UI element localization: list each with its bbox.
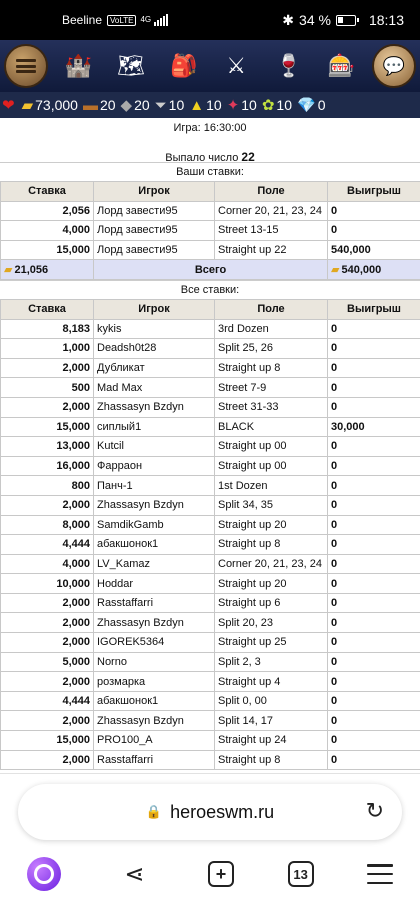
share-icon[interactable]: ⋖ xyxy=(124,860,145,888)
total-bet xyxy=(1,260,94,280)
new-tab-icon[interactable]: + xyxy=(208,861,234,887)
winning-number-value: 22 xyxy=(241,150,255,164)
win-amount: 0 xyxy=(328,378,420,398)
bet-field: Street 31-33 xyxy=(215,397,328,417)
bet-field: Straight up 8 xyxy=(215,535,328,555)
bet-field: Straight up 22 xyxy=(215,240,328,260)
lock-icon: 🔒 xyxy=(145,804,163,819)
menu-icon[interactable] xyxy=(4,44,48,88)
win-amount: 0 xyxy=(328,515,420,535)
bet-row xyxy=(1,319,420,339)
my-bets-table xyxy=(0,181,420,280)
wood-icon: ▬ xyxy=(82,96,98,114)
player-name: Лорд завести95 xyxy=(94,201,215,221)
bet-amount: 15,000 xyxy=(1,240,94,260)
all-bets-table xyxy=(0,299,420,770)
win-amount: 0 xyxy=(328,437,420,457)
player-name: Лорд завести95 xyxy=(94,221,215,241)
bet-row xyxy=(1,397,420,417)
win-amount: 30,000 xyxy=(328,417,420,437)
player-name: Дубликат xyxy=(94,358,215,378)
player-name: Панч-1 xyxy=(94,476,215,496)
win-amount: 0 xyxy=(328,711,420,731)
player-name: Фарраон xyxy=(94,456,215,476)
bet-field: Split 14, 17 xyxy=(215,711,328,731)
player-name: LV_Kamaz xyxy=(94,554,215,574)
roulette-icon[interactable]: 🎰 xyxy=(327,53,356,78)
gold-icon: ▰ xyxy=(4,264,13,277)
player-name: абакшонок1 xyxy=(94,691,215,711)
status-bar xyxy=(0,0,420,40)
column-header: Игрок xyxy=(94,299,215,319)
bet-amount: 8,183 xyxy=(1,319,94,339)
resource-bar xyxy=(0,92,420,118)
win-amount: 0 xyxy=(328,613,420,633)
bet-row xyxy=(1,554,420,574)
bet-amount: 4,444 xyxy=(1,691,94,711)
bet-field: Straight up 00 xyxy=(215,437,328,457)
bet-row xyxy=(1,731,420,751)
bet-field: Split 2, 3 xyxy=(215,652,328,672)
bet-row xyxy=(1,339,420,359)
bet-field: Straight up 4 xyxy=(215,672,328,692)
reload-icon[interactable]: ↻ xyxy=(365,798,384,823)
bet-field: Split 34, 35 xyxy=(215,495,328,515)
bet-amount: 2,000 xyxy=(1,358,94,378)
bet-amount: 1,000 xyxy=(1,339,94,359)
win-amount: 0 xyxy=(328,358,420,378)
bet-row xyxy=(1,750,420,770)
bet-amount: 2,056 xyxy=(1,201,94,221)
battery-icon xyxy=(336,15,356,26)
bet-row xyxy=(1,417,420,437)
gold-icon: ▰ xyxy=(21,96,34,114)
bet-row xyxy=(1,672,420,692)
win-amount: 0 xyxy=(328,397,420,417)
bet-amount: 2,000 xyxy=(1,593,94,613)
heart-icon: ❤ xyxy=(2,96,15,114)
gold-icon: ▰ xyxy=(331,264,340,277)
player-name: Лорд завести95 xyxy=(94,240,215,260)
browser-bar xyxy=(0,773,420,849)
bet-amount: 15,000 xyxy=(1,417,94,437)
browser-nav xyxy=(0,849,420,899)
my-bets-title: Ваши ставки: xyxy=(0,162,420,181)
battery-percent: 34 % xyxy=(299,12,331,28)
bet-field: Straight up 24 xyxy=(215,731,328,751)
win-amount: 0 xyxy=(328,731,420,751)
resource-sulfur: ▲ 10 xyxy=(189,96,222,114)
winning-number: Выпало число 22 xyxy=(165,150,255,164)
bet-field: Straight up 20 xyxy=(215,574,328,594)
player-name: Rasstaffarri xyxy=(94,593,215,613)
win-amount: 0 xyxy=(328,495,420,515)
resource-gold: ▰ 73,000 xyxy=(21,96,78,114)
player-name: Kutcil xyxy=(94,437,215,457)
bet-row xyxy=(1,476,420,496)
column-header: Игрок xyxy=(94,182,215,202)
bet-row xyxy=(1,221,420,241)
total-win xyxy=(328,260,420,280)
total-bet-value: 21,056 xyxy=(14,264,49,277)
bet-row xyxy=(1,711,420,731)
bet-row xyxy=(1,515,420,535)
player-name: абакшонок1 xyxy=(94,535,215,555)
bet-amount: 5,000 xyxy=(1,652,94,672)
player-name: Zhassasyn Bzdyn xyxy=(94,495,215,515)
network-type: 4G xyxy=(140,15,152,24)
resource-health xyxy=(2,98,17,113)
resource-wood: ▬ 20 xyxy=(82,96,116,114)
bet-amount: 2,000 xyxy=(1,750,94,770)
player-name: Zhassasyn Bzdyn xyxy=(94,711,215,731)
bet-field: Straight up 00 xyxy=(215,456,328,476)
win-amount: 540,000 xyxy=(328,240,420,260)
column-header: Выигрыш xyxy=(328,182,420,202)
column-header: Поле xyxy=(215,299,328,319)
chat-icon[interactable]: 💬 xyxy=(372,44,416,88)
url-text: heroeswm.ru xyxy=(170,801,275,822)
sulfur-icon: ▲ xyxy=(189,96,205,114)
win-amount: 0 xyxy=(328,554,420,574)
ore-icon: ◆ xyxy=(120,96,133,114)
resource-mercury: ⏷ 10 xyxy=(154,96,185,114)
bet-field: Straight up 6 xyxy=(215,593,328,613)
total-row xyxy=(1,260,420,280)
bet-field: Straight up 25 xyxy=(215,633,328,653)
bet-field: Straight up 8 xyxy=(215,358,328,378)
carrier-name: Beeline xyxy=(62,13,103,27)
inventory-icon[interactable]: 🎒 xyxy=(169,53,198,78)
bet-amount: 15,000 xyxy=(1,731,94,751)
clock: 18:13 xyxy=(368,12,404,28)
player-name: Norno xyxy=(94,652,215,672)
castle-icon[interactable]: 🏰 xyxy=(64,53,93,78)
bet-row xyxy=(1,633,420,653)
alice-assistant-icon[interactable] xyxy=(27,857,61,891)
bet-field: Straight up 20 xyxy=(215,515,328,535)
bet-amount: 2,000 xyxy=(1,633,94,653)
bet-field: Street 13-15 xyxy=(215,221,328,241)
player-name: IGOREK5364 xyxy=(94,633,215,653)
win-amount: 0 xyxy=(328,456,420,476)
win-amount: 0 xyxy=(328,574,420,594)
bet-field: Corner 20, 21, 23, 24 xyxy=(215,201,328,221)
diamond-icon: 💎 xyxy=(297,96,316,114)
bet-field: Split 0, 00 xyxy=(215,691,328,711)
player-name: Zhassasyn Bzdyn xyxy=(94,397,215,417)
resource-gems: ✿ 10 xyxy=(261,96,292,114)
player-name: Hoddar xyxy=(94,574,215,594)
bet-row xyxy=(1,574,420,594)
mercury-icon: ⏷ xyxy=(154,96,167,114)
player-name: PRO100_A xyxy=(94,731,215,751)
bet-amount: 800 xyxy=(1,476,94,496)
player-name: Zhassasyn Bzdyn xyxy=(94,613,215,633)
bet-amount: 4,444 xyxy=(1,535,94,555)
bet-field: 3rd Dozen xyxy=(215,319,328,339)
bet-amount: 2,000 xyxy=(1,613,94,633)
win-amount: 0 xyxy=(328,652,420,672)
bluetooth-icon: ✱ xyxy=(282,11,295,28)
bet-amount: 4,000 xyxy=(1,554,94,574)
win-amount: 0 xyxy=(328,691,420,711)
bet-row xyxy=(1,378,420,398)
bet-field: 1st Dozen xyxy=(215,476,328,496)
bet-field: Street 7-9 xyxy=(215,378,328,398)
player-name: розмарка xyxy=(94,672,215,692)
bet-row xyxy=(1,652,420,672)
game-time: Игра: 16:30:00 xyxy=(173,122,247,134)
player-name: kykis xyxy=(94,319,215,339)
player-name: Rasstaffarri xyxy=(94,750,215,770)
bet-amount: 10,000 xyxy=(1,574,94,594)
game-nav xyxy=(0,40,420,92)
player-name: SamdikGamb xyxy=(94,515,215,535)
tavern-icon[interactable]: 🍷 xyxy=(275,53,303,78)
column-header: Поле xyxy=(215,182,328,202)
bet-row xyxy=(1,495,420,515)
bet-amount: 16,000 xyxy=(1,456,94,476)
map-icon[interactable]: 🗺 xyxy=(117,53,146,78)
bet-field: Straight up 8 xyxy=(215,750,328,770)
browser-menu-icon[interactable] xyxy=(367,864,393,884)
win-amount: 0 xyxy=(328,319,420,339)
win-amount: 0 xyxy=(328,633,420,653)
column-header: Ставка xyxy=(1,182,94,202)
bet-row xyxy=(1,691,420,711)
volte-badge: VoLTE xyxy=(107,15,136,26)
resource-diamond: 💎 0 xyxy=(297,96,326,114)
total-label: Всего xyxy=(94,260,328,280)
win-amount: 0 xyxy=(328,750,420,770)
bet-row xyxy=(1,613,420,633)
total-win-value: 540,000 xyxy=(341,264,382,277)
battle-icon[interactable]: ⚔ xyxy=(226,53,247,78)
bet-amount: 2,000 xyxy=(1,397,94,417)
column-header: Ставка xyxy=(1,299,94,319)
bet-amount: 2,000 xyxy=(1,711,94,731)
bet-field: Split 20, 23 xyxy=(215,613,328,633)
bet-amount: 2,000 xyxy=(1,672,94,692)
bet-amount: 2,000 xyxy=(1,495,94,515)
all-bets-title: Все ставки: xyxy=(0,280,420,299)
bet-row xyxy=(1,201,420,221)
bet-amount: 500 xyxy=(1,378,94,398)
bet-row xyxy=(1,437,420,457)
tabs-count-button[interactable]: 13 xyxy=(288,861,314,887)
bet-row xyxy=(1,456,420,476)
win-amount: 0 xyxy=(328,593,420,613)
signal-icon xyxy=(154,14,168,26)
column-header: Выигрыш xyxy=(328,299,420,319)
win-amount: 0 xyxy=(328,221,420,241)
bet-field: Split 25, 26 xyxy=(215,339,328,359)
bet-amount: 4,000 xyxy=(1,221,94,241)
player-name: Mad Max xyxy=(94,378,215,398)
bet-amount: 13,000 xyxy=(1,437,94,457)
resource-ore: ◆ 20 xyxy=(120,96,150,114)
gems-icon: ✿ xyxy=(261,96,275,114)
bet-row xyxy=(1,535,420,555)
win-amount: 0 xyxy=(328,535,420,555)
win-amount: 0 xyxy=(328,672,420,692)
bet-row xyxy=(1,240,420,260)
player-name: сиплый1 xyxy=(94,417,215,437)
bet-field: BLACK xyxy=(215,417,328,437)
win-amount: 0 xyxy=(328,339,420,359)
win-amount: 0 xyxy=(328,201,420,221)
bet-row xyxy=(1,593,420,613)
win-amount: 0 xyxy=(328,476,420,496)
crystal-icon: ✦ xyxy=(226,96,240,114)
roulette-results xyxy=(0,118,420,773)
player-name: Deadsh0t28 xyxy=(94,339,215,359)
bet-field: Corner 20, 21, 23, 24 xyxy=(215,554,328,574)
bet-row xyxy=(1,358,420,378)
resource-crystal: ✦ 10 xyxy=(226,96,257,114)
address-bar[interactable] xyxy=(18,784,402,840)
bet-amount: 8,000 xyxy=(1,515,94,535)
